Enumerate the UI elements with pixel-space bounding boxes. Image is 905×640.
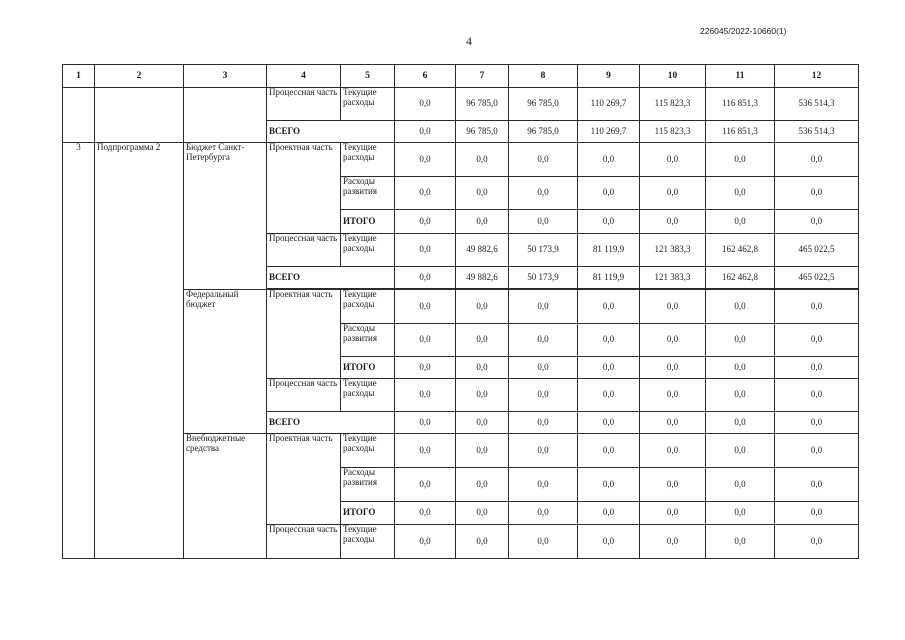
value-cell: 49 882,6 bbox=[456, 234, 509, 267]
document-id: 226045/2022-10660(1) bbox=[700, 26, 787, 36]
value-cell: 0,0 bbox=[775, 357, 859, 379]
value-cell: 0,0 bbox=[640, 379, 706, 412]
part-label: Проектная часть bbox=[267, 290, 341, 379]
part-label: Проектная часть bbox=[267, 143, 341, 234]
value-cell: 0,0 bbox=[775, 412, 859, 434]
table-row bbox=[63, 143, 859, 177]
value-cell: 0,0 bbox=[395, 357, 456, 379]
value-cell: 0,0 bbox=[509, 502, 578, 525]
value-cell: 0,0 bbox=[640, 357, 706, 379]
value-cell: 0,0 bbox=[640, 434, 706, 468]
value-cell: 0,0 bbox=[706, 379, 775, 412]
value-cell: 0,0 bbox=[578, 324, 640, 357]
value-cell: 0,0 bbox=[456, 324, 509, 357]
value-cell: 0,0 bbox=[456, 502, 509, 525]
expense-type-label: Текущие расходы bbox=[341, 143, 395, 177]
expense-type-label: Расходы развития bbox=[341, 324, 395, 357]
page-number: 4 bbox=[466, 34, 472, 48]
value-cell: 115 823,3 bbox=[640, 121, 706, 143]
value-cell: 0,0 bbox=[775, 177, 859, 210]
value-cell: 0,0 bbox=[578, 434, 640, 468]
part-label: Процессная часть bbox=[267, 234, 341, 267]
value-cell: 0,0 bbox=[509, 412, 578, 434]
value-cell: 0,0 bbox=[578, 210, 640, 234]
value-cell: 0,0 bbox=[509, 357, 578, 379]
column-header: 10 bbox=[640, 65, 706, 88]
empty-cell bbox=[184, 88, 267, 143]
part-label: Проектная часть bbox=[267, 434, 341, 525]
value-cell: 0,0 bbox=[775, 468, 859, 502]
value-cell: 0,0 bbox=[578, 290, 640, 324]
value-cell: 0,0 bbox=[456, 468, 509, 502]
subprogram-label: Подпрограмма 2 bbox=[95, 143, 184, 559]
column-header: 9 bbox=[578, 65, 640, 88]
value-cell: 0,0 bbox=[775, 324, 859, 357]
value-cell: 0,0 bbox=[578, 143, 640, 177]
empty-cell bbox=[63, 88, 95, 143]
value-cell: 0,0 bbox=[395, 502, 456, 525]
value-cell: 0,0 bbox=[456, 177, 509, 210]
value-cell: 0,0 bbox=[578, 525, 640, 559]
subtotal-label: ИТОГО bbox=[341, 502, 395, 525]
budget-source-label: Внебюджетные средства bbox=[184, 434, 267, 559]
column-header: 3 bbox=[184, 65, 267, 88]
part-label: Процессная часть bbox=[267, 88, 341, 121]
row-number: 3 bbox=[63, 143, 95, 559]
header-row bbox=[63, 65, 859, 88]
value-cell: 0,0 bbox=[509, 324, 578, 357]
budget-source-label: Бюджет Санкт-Петербурга bbox=[184, 143, 267, 290]
value-cell: 0,0 bbox=[706, 210, 775, 234]
part-label: Процессная часть bbox=[267, 525, 341, 559]
value-cell: 0,0 bbox=[640, 525, 706, 559]
value-cell: 0,0 bbox=[578, 177, 640, 210]
empty-cell bbox=[95, 88, 184, 143]
value-cell: 0,0 bbox=[706, 143, 775, 177]
value-cell: 81 119,9 bbox=[578, 267, 640, 289]
value-cell: 0,0 bbox=[456, 379, 509, 412]
total-label: ВСЕГО bbox=[267, 412, 395, 434]
value-cell: 0,0 bbox=[395, 468, 456, 502]
value-cell: 0,0 bbox=[509, 468, 578, 502]
value-cell: 465 022,5 bbox=[775, 234, 859, 267]
value-cell: 96 785,0 bbox=[509, 121, 578, 143]
expense-type-label: Текущие расходы bbox=[341, 434, 395, 468]
column-header: 8 bbox=[509, 65, 578, 88]
expense-type-label: Расходы развития bbox=[341, 177, 395, 210]
value-cell: 0,0 bbox=[775, 210, 859, 234]
subtotal-label: ИТОГО bbox=[341, 210, 395, 234]
value-cell: 0,0 bbox=[509, 210, 578, 234]
column-header: 2 bbox=[95, 65, 184, 88]
column-header: 12 bbox=[775, 65, 859, 88]
total-label: ВСЕГО bbox=[267, 121, 395, 143]
value-cell: 0,0 bbox=[640, 210, 706, 234]
value-cell: 0,0 bbox=[775, 434, 859, 468]
value-cell: 0,0 bbox=[775, 143, 859, 177]
value-cell: 0,0 bbox=[775, 379, 859, 412]
value-cell: 0,0 bbox=[706, 468, 775, 502]
value-cell: 0,0 bbox=[706, 502, 775, 525]
value-cell: 0,0 bbox=[509, 290, 578, 324]
value-cell: 116 851,3 bbox=[706, 121, 775, 143]
value-cell: 0,0 bbox=[706, 357, 775, 379]
value-cell: 0,0 bbox=[456, 290, 509, 324]
value-cell: 0,0 bbox=[456, 143, 509, 177]
value-cell: 0,0 bbox=[456, 210, 509, 234]
expense-type-label: Текущие расходы bbox=[341, 379, 395, 412]
column-header: 1 bbox=[63, 65, 95, 88]
value-cell: 0,0 bbox=[395, 379, 456, 412]
value-cell: 0,0 bbox=[640, 324, 706, 357]
value-cell: 0,0 bbox=[640, 412, 706, 434]
value-cell: 0,0 bbox=[578, 412, 640, 434]
value-cell: 0,0 bbox=[456, 412, 509, 434]
value-cell: 0,0 bbox=[509, 525, 578, 559]
value-cell: 0,0 bbox=[775, 290, 859, 324]
column-header: 4 bbox=[267, 65, 341, 88]
value-cell: 0,0 bbox=[395, 525, 456, 559]
value-cell: 0,0 bbox=[395, 434, 456, 468]
value-cell: 81 119,9 bbox=[578, 234, 640, 267]
value-cell: 0,0 bbox=[395, 267, 456, 289]
total-label: ВСЕГО bbox=[267, 267, 395, 289]
value-cell: 0,0 bbox=[395, 121, 456, 143]
value-cell: 0,0 bbox=[395, 290, 456, 324]
value-cell: 0,0 bbox=[578, 502, 640, 525]
value-cell: 0,0 bbox=[706, 525, 775, 559]
value-cell: 0,0 bbox=[706, 434, 775, 468]
value-cell: 0,0 bbox=[775, 502, 859, 525]
value-cell: 0,0 bbox=[456, 434, 509, 468]
expense-type-label: Текущие расходы bbox=[341, 234, 395, 267]
expense-type-label: Текущие расходы bbox=[341, 525, 395, 559]
value-cell: 121 383,3 bbox=[640, 234, 706, 267]
value-cell: 49 882,6 bbox=[456, 267, 509, 289]
value-cell: 0,0 bbox=[640, 177, 706, 210]
table-row bbox=[63, 88, 859, 121]
value-cell: 0,0 bbox=[395, 234, 456, 267]
column-header: 5 bbox=[341, 65, 395, 88]
value-cell: 162 462,8 bbox=[706, 234, 775, 267]
value-cell: 0,0 bbox=[509, 434, 578, 468]
value-cell: 0,0 bbox=[706, 177, 775, 210]
budget-table bbox=[62, 64, 859, 559]
value-cell: 0,0 bbox=[640, 143, 706, 177]
value-cell: 0,0 bbox=[706, 412, 775, 434]
value-cell: 465 022,5 bbox=[775, 267, 859, 289]
value-cell: 50 173,9 bbox=[509, 267, 578, 289]
part-label: Процессная часть bbox=[267, 379, 341, 412]
value-cell: 110 269,7 bbox=[578, 121, 640, 143]
value-cell: 121 383,3 bbox=[640, 267, 706, 289]
expense-type-label: Расходы развития bbox=[341, 468, 395, 502]
value-cell: 0,0 bbox=[456, 357, 509, 379]
value-cell: 0,0 bbox=[578, 379, 640, 412]
value-cell: 116 851,3 bbox=[706, 88, 775, 121]
value-cell: 96 785,0 bbox=[456, 121, 509, 143]
expense-type-label: Текущие расходы bbox=[341, 88, 395, 121]
value-cell: 0,0 bbox=[578, 468, 640, 502]
subtotal-label: ИТОГО bbox=[341, 357, 395, 379]
value-cell: 96 785,0 bbox=[509, 88, 578, 121]
value-cell: 0,0 bbox=[509, 177, 578, 210]
value-cell: 0,0 bbox=[395, 143, 456, 177]
value-cell: 0,0 bbox=[706, 290, 775, 324]
value-cell: 0,0 bbox=[509, 379, 578, 412]
value-cell: 0,0 bbox=[640, 290, 706, 324]
value-cell: 0,0 bbox=[578, 357, 640, 379]
expense-type-label: Текущие расходы bbox=[341, 290, 395, 324]
value-cell: 162 462,8 bbox=[706, 267, 775, 289]
value-cell: 0,0 bbox=[640, 468, 706, 502]
column-header: 11 bbox=[706, 65, 775, 88]
value-cell: 0,0 bbox=[775, 525, 859, 559]
value-cell: 96 785,0 bbox=[456, 88, 509, 121]
value-cell: 0,0 bbox=[395, 324, 456, 357]
value-cell: 0,0 bbox=[456, 525, 509, 559]
value-cell: 536 514,3 bbox=[775, 121, 859, 143]
value-cell: 0,0 bbox=[395, 210, 456, 234]
value-cell: 115 823,3 bbox=[640, 88, 706, 121]
value-cell: 0,0 bbox=[706, 324, 775, 357]
value-cell: 50 173,9 bbox=[509, 234, 578, 267]
column-header: 6 bbox=[395, 65, 456, 88]
column-header: 7 bbox=[456, 65, 509, 88]
value-cell: 0,0 bbox=[395, 412, 456, 434]
value-cell: 0,0 bbox=[640, 502, 706, 525]
value-cell: 110 269,7 bbox=[578, 88, 640, 121]
value-cell: 0,0 bbox=[395, 88, 456, 121]
value-cell: 536 514,3 bbox=[775, 88, 859, 121]
budget-source-label: Федеральный бюджет bbox=[184, 290, 267, 434]
value-cell: 0,0 bbox=[509, 143, 578, 177]
value-cell: 0,0 bbox=[395, 177, 456, 210]
